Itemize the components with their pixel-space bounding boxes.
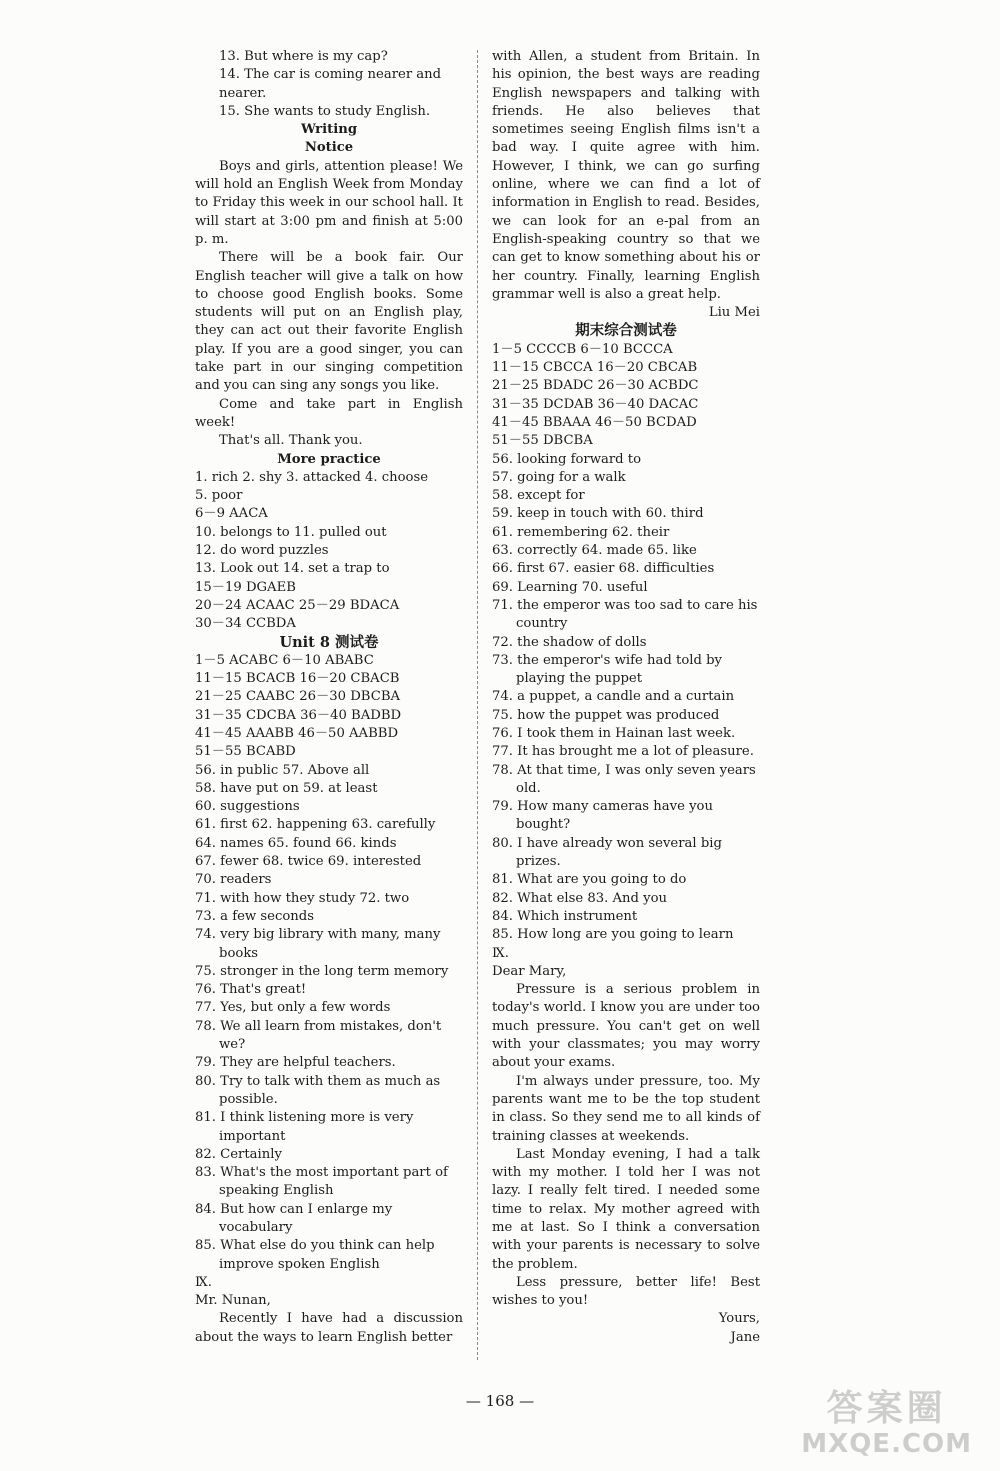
section-heading: 期末综合测试卷 (575, 322, 677, 340)
answer-line: playing the puppet (516, 671, 643, 687)
answer-line: important (219, 1128, 286, 1144)
answer-line: 5. poor (195, 488, 243, 504)
answer-line: 13. Look out 14. set a trap to (195, 561, 390, 577)
answer-line: 80. Try to talk with them as much as (195, 1073, 441, 1089)
paragraph: Recently I have had a discussion about the ways to learn English better (195, 1311, 463, 1345)
answer-line: 70. readers (195, 872, 272, 888)
answer-line: Jane (730, 1329, 760, 1345)
answer-line: 69. Learning 70. useful (492, 579, 648, 595)
answer-line: vocabulary (219, 1220, 293, 1235)
answer-line: nearer. (219, 85, 267, 101)
answer-line: Liu Mei (708, 305, 760, 321)
answer-line: 74. a puppet, a candle and a curtain (492, 689, 735, 705)
paragraph: with Allen, a student from Britain. In his opinion, the best ways are reading English newspapers and talking with friends. He also believes that sometimes seeing English films isn't a bad way. I quite agree with him. However, I think, we can go surfing online, where we can find a lot of information in English to read. Besides, we can look for an e-pal from an English-speaking country so that we can get to know something about his or her country. Finally, learning English grammar well is also a great help. (492, 49, 760, 302)
answer-line: bought? (516, 817, 571, 833)
paragraph: There will be a book fair. Our English teacher will give a talk on how to choose good English books. Some students will put on an English play, they can act out their favorite English play. If you are a good singer, you can take part in our singing competition and you can sing any songs you like. (195, 250, 463, 394)
watermark-text: 答案圈 (826, 1388, 947, 1429)
answer-line: 51－55 BCABD (195, 744, 296, 760)
answer-line: 21－25 BDADC 26－30 ACBDC (492, 378, 699, 394)
answer-line: 63. correctly 64. made 65. like (492, 543, 697, 559)
paragraph: Pressure is a serious problem in today's world. I know you are under too much pressure. You can't get on well with your classmates; you may worry about your exams. (492, 982, 760, 1071)
paragraph: Less pressure, better life! Best wishes to you! (492, 1274, 760, 1309)
answer-line: 1－5 CCCCB 6－10 BCCCA (492, 341, 673, 357)
answer-line: 1－5 ACABC 6－10 ABABC (195, 652, 374, 668)
answer-line: 84. Which instrument (492, 908, 638, 924)
answer-line: 56. looking forward to (492, 451, 642, 467)
answer-line: 61. first 62. happening 63. carefully (195, 817, 436, 833)
watermark-logo (801, 1389, 972, 1459)
answer-line: 73. a few seconds (195, 908, 314, 924)
answer-line: 10. belongs to 11. pulled out (195, 524, 387, 540)
answer-line: 73. the emperor's wife had told by (492, 652, 722, 668)
answer-line: 64. names 65. found 66. kinds (195, 835, 397, 851)
section-heading: Writing (300, 122, 358, 138)
answer-line: 61. remembering 62. their (492, 524, 670, 540)
paragraph: I'm always under pressure, too. My parents want me to be the top student in class. So they send me to all kinds of training classes at weekends. (492, 1073, 760, 1144)
answer-line: 6－9 AACA (195, 506, 268, 522)
answer-line: Mr. Nunan, (195, 1293, 271, 1309)
answer-line: 20－24 ACAAC 25－29 BDACA (195, 597, 400, 613)
answer-line: 11－15 BCACB 16－20 CBACB (195, 671, 400, 687)
answer-line: 74. very big library with many, many (195, 927, 441, 943)
answer-line: 58. have put on 59. at least (195, 780, 378, 796)
paragraph: That's all. Thank you. (219, 433, 363, 449)
answer-line: 75. how the puppet was produced (492, 707, 720, 723)
answer-line: 85. What else do you think can help (195, 1238, 435, 1254)
answer-line: 1. rich 2. shy 3. attacked 4. choose (195, 469, 429, 485)
answer-line: 82. Certainly (195, 1146, 282, 1162)
answer-line: 77. It has brought me a lot of pleasure. (492, 744, 754, 760)
section-heading: Notice (304, 140, 354, 156)
answer-line: 77. Yes, but only a few words (195, 1000, 391, 1016)
right-column (492, 48, 760, 1347)
answer-line: 41－45 BBAAA 46－50 BCDAD (492, 414, 697, 430)
answer-line: 75. stronger in the long term memory (195, 963, 449, 979)
paragraph: Boys and girls, attention please! We will hold an English Week from Monday to Friday this week in our school hall. It will start at 3:00 pm and finish at 5:00 p. m. (195, 158, 463, 247)
section-heading: Unit 8 测试卷 (279, 633, 379, 651)
answer-line: 60. suggestions (195, 799, 300, 815)
watermark-url: MXQE.COM (801, 1429, 972, 1459)
answer-line: possible. (219, 1091, 278, 1107)
answer-line: 57. going for a walk (492, 469, 626, 485)
answer-line: 79. They are helpful teachers. (195, 1055, 396, 1071)
page-number: — 168 — (465, 1392, 535, 1410)
answer-line: Dear Mary, (492, 963, 567, 979)
column-divider (477, 50, 478, 1360)
answer-line: 72. the shadow of dolls (492, 634, 647, 650)
answer-line: 82. What else 83. And you (492, 890, 668, 906)
answer-line: Ⅸ. (492, 945, 509, 961)
paragraph: Last Monday evening, I had a talk with my mother. I told her I was not lazy. I really felt tired. I needed some time to relax. My mother agreed with me at last. So I think a conversation with your parents is necessary to solve the problem. (492, 1146, 760, 1272)
answer-line: 80. I have already won several big (492, 835, 722, 851)
answer-line: speaking English (219, 1183, 334, 1199)
answer-line: 78. At that time, I was only seven years (492, 762, 756, 778)
answer-line: 78. We all learn from mistakes, don't (195, 1018, 442, 1034)
answer-line: 76. That's great! (195, 982, 307, 998)
answer-line: 59. keep in touch with 60. third (492, 506, 704, 522)
answer-line: 85. How long are you going to learn (492, 927, 734, 943)
answer-line: 12. do word puzzles (195, 543, 329, 559)
answer-line: 21－25 CAABC 26－30 DBCBA (195, 689, 401, 705)
answer-line: 11－15 CBCCA 16－20 CBCAB (492, 360, 698, 376)
answer-line: 15. She wants to study English. (219, 103, 431, 119)
answer-line: 41－45 AAABB 46－50 AABBD (195, 725, 399, 741)
answer-line: 71. the emperor was too sad to care his (492, 597, 758, 613)
answer-line: 58. except for (492, 488, 585, 504)
answer-line: Ⅸ. (195, 1274, 212, 1290)
answer-line: 14. The car is coming nearer and (219, 67, 442, 83)
answer-line: 15－19 DGAEB (195, 579, 296, 595)
answer-line: Yours, (718, 1311, 760, 1327)
answer-line: old. (516, 780, 541, 796)
answer-line: 81. What are you going to do (492, 872, 687, 888)
answer-line: 66. first 67. easier 68. difficulties (492, 561, 715, 577)
answer-line: 31－35 CDCBA 36－40 BADBD (195, 707, 402, 723)
answer-line: 84. But how can I enlarge my (195, 1201, 393, 1217)
answer-line: we? (219, 1037, 246, 1053)
answer-line: prizes. (516, 854, 561, 870)
answer-line: 56. in public 57. Above all (195, 762, 370, 778)
answer-line: books (219, 945, 259, 961)
answer-line: 76. I took them in Hainan last week. (492, 725, 736, 741)
answer-line: 83. What's the most important part of (195, 1165, 448, 1181)
section-heading: More practice (277, 451, 381, 467)
left-column (195, 48, 463, 1347)
paragraph: Come and take part in English week! (195, 396, 463, 430)
answer-line: 13. But where is my cap? (219, 49, 388, 64)
answer-line: improve spoken English (219, 1256, 380, 1272)
answer-line: 79. How many cameras have you (492, 799, 713, 815)
answer-line: 30－34 CCBDA (195, 616, 296, 632)
answer-line: country (516, 616, 568, 632)
answer-line: 31－35 DCDAB 36－40 DACAC (492, 396, 699, 412)
answer-line: 81. I think listening more is very (195, 1110, 414, 1126)
answer-line: 67. fewer 68. twice 69. interested (195, 854, 422, 870)
answer-line: 51－55 DBCBA (492, 433, 593, 449)
answer-line: 71. with how they study 72. two (195, 890, 410, 906)
